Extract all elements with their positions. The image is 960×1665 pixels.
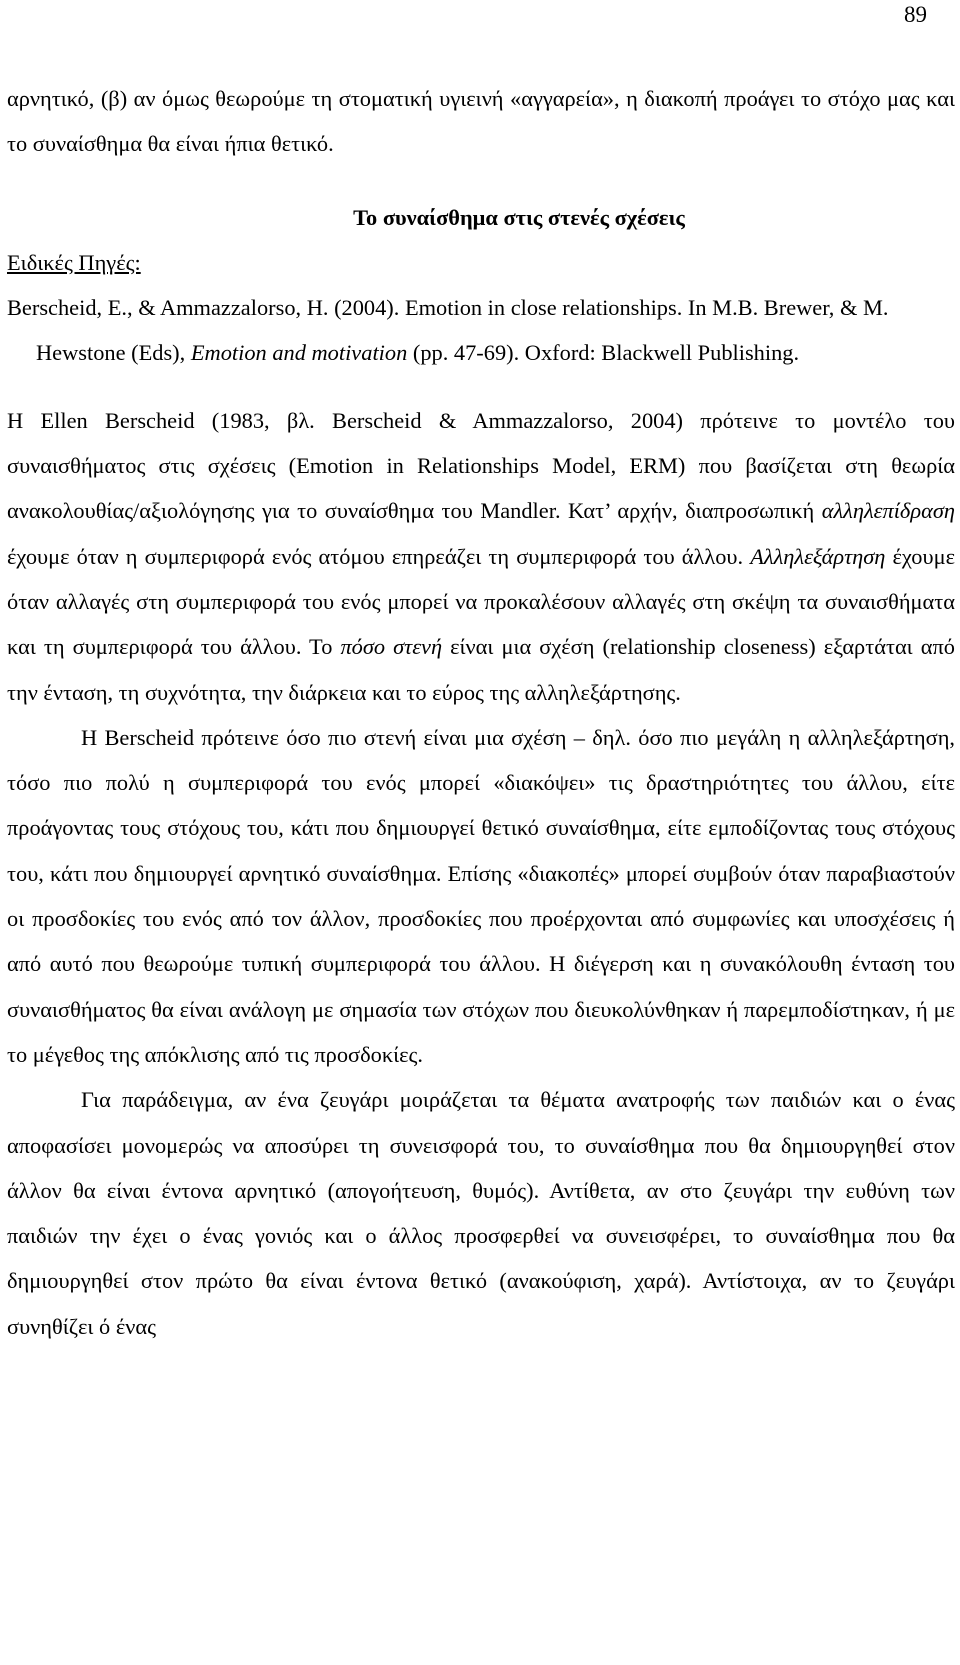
paragraph-erm-model xyxy=(7,398,955,715)
section-heading: Το συναίσθημα στις στενές σχέσεις xyxy=(353,204,685,230)
paragraph-2-part-3: έχουμε όταν αλλαγές στη συμπεριφορά του ενός μπορεί να προκαλέσουν αλλαγές στη σκέψη τα συναισθήματα και τη συμπεριφορά του άλλου. Το xyxy=(7,543,955,660)
reference-text-before: Berscheid, E., & Ammazzalorso, H. (2004). Emotion in close relationships. In M.B. Brewer, & M. Hewstone (Eds), xyxy=(7,295,889,366)
term-interaction: αλληλεπίδραση xyxy=(821,498,955,524)
paragraph-2-part-2: έχουμε όταν η συμπεριφορά ενός ατόμου επηρεάζει τη συμπεριφορά του άλλου. xyxy=(7,543,751,569)
term-closeness: πόσο στενή xyxy=(340,634,443,660)
page-number: 89 xyxy=(904,2,927,27)
paragraph-2-part-4: είναι μια σχέση (relationship closeness) εξαρτάται από την ένταση, τη συχνότητα, την διάρκεια και το εύρος της αλληλεξάρτησης. xyxy=(7,634,955,705)
reference-book-title: Emotion and motivation xyxy=(190,340,408,366)
paragraph-2-part-1: H Ellen Berscheid (1983, βλ. Berscheid & Ammazzalorso, 2004) πρότεινε το μοντέλο του συναισθήματος στις σχέσεις (Emotion in Relationships Model, ERM) που βασίζεται στη θεωρία ανακολουθίας/αξιολόγησης για το συναίσθημα του Mandler. Κατ’ αρχήν, διαπροσωπική xyxy=(7,407,955,524)
spacer xyxy=(7,376,955,398)
sources-label: Ειδικές Πηγές: xyxy=(7,249,141,275)
opening-paragraph: αρνητικό, (β) αν όμως θεωρούμε τη στοματική υγιεινή «αγγαρεία», η διακοπή προάγει το στόχο μας και το συναίσθημα θα είναι ήπια θετικό. xyxy=(7,86,955,157)
paragraph-example: Για παράδειγμα, αν ένα ζευγάρι μοιράζεται τα θέματα ανατροφής των παιδιών και ο ένας αποφασίσει μονομερώς να αποσύρει τη συνεισφορά του, το συναίσθημα που θα δημιουργηθεί στον άλλον θα είναι έντονα αρνητικό (απογοήτευση, θυμός). Αντίθετα, αν στο ζευγάρι την ευθύνη των παιδιών την έχει ο ένας γονιός και ο άλλος προσφερθεί να συνεισφέρει, το συναίσθημα που θα δημιουργηθεί στον πρώτο θα είναι έντονα θετικό (ανακούφιση, χαρά). Αντίστοιχα, αν το ζευγάρι συνηθίζει ό ένας xyxy=(7,1087,955,1339)
reference-text-after: (pp. 47-69). Oxford: Blackwell Publishing. xyxy=(407,340,800,366)
reference-entry xyxy=(7,285,955,376)
paragraph-berscheid-proposal: H Berscheid πρότεινε όσο πιο στενή είναι μια σχέση – δηλ. όσο πιο μεγάλη η αλληλεξάρτηση, τόσο πιο πολύ η συμπεριφορά του ενός μπορεί «διακόψει» τις δραστηριότητες του άλλου, είτε προάγοντας τους στόχους του, κάτι που δημιουργεί θετικό συναίσθημα, είτε εμποδίζοντας τους στόχους του, κάτι που δημιουργεί αρνητικό συναίσθημα. Επίσης «διακοπές» μπορεί συμβούν όταν παραβιαστούν οι προσδοκίες του ενός από τον άλλον, προσδοκίες που προέρχονται από συμφωνίες και υποσχέσεις ή από αυτό που θεωρούμε τυπική συμπεριφορά του άλλου. Η διέγερση και η συνακόλουθη ένταση του συναισθήματος θα είναι ανάλογη με σημασία των στόχων που διευκολύνθηκαν ή παρεμποδίστηκαν, ή με το μέγεθος της απόκλισης από τις προσδοκίες. xyxy=(7,724,955,1067)
document-body xyxy=(7,76,955,1349)
term-interdependence: Αλληλεξάρτηση xyxy=(750,543,886,569)
